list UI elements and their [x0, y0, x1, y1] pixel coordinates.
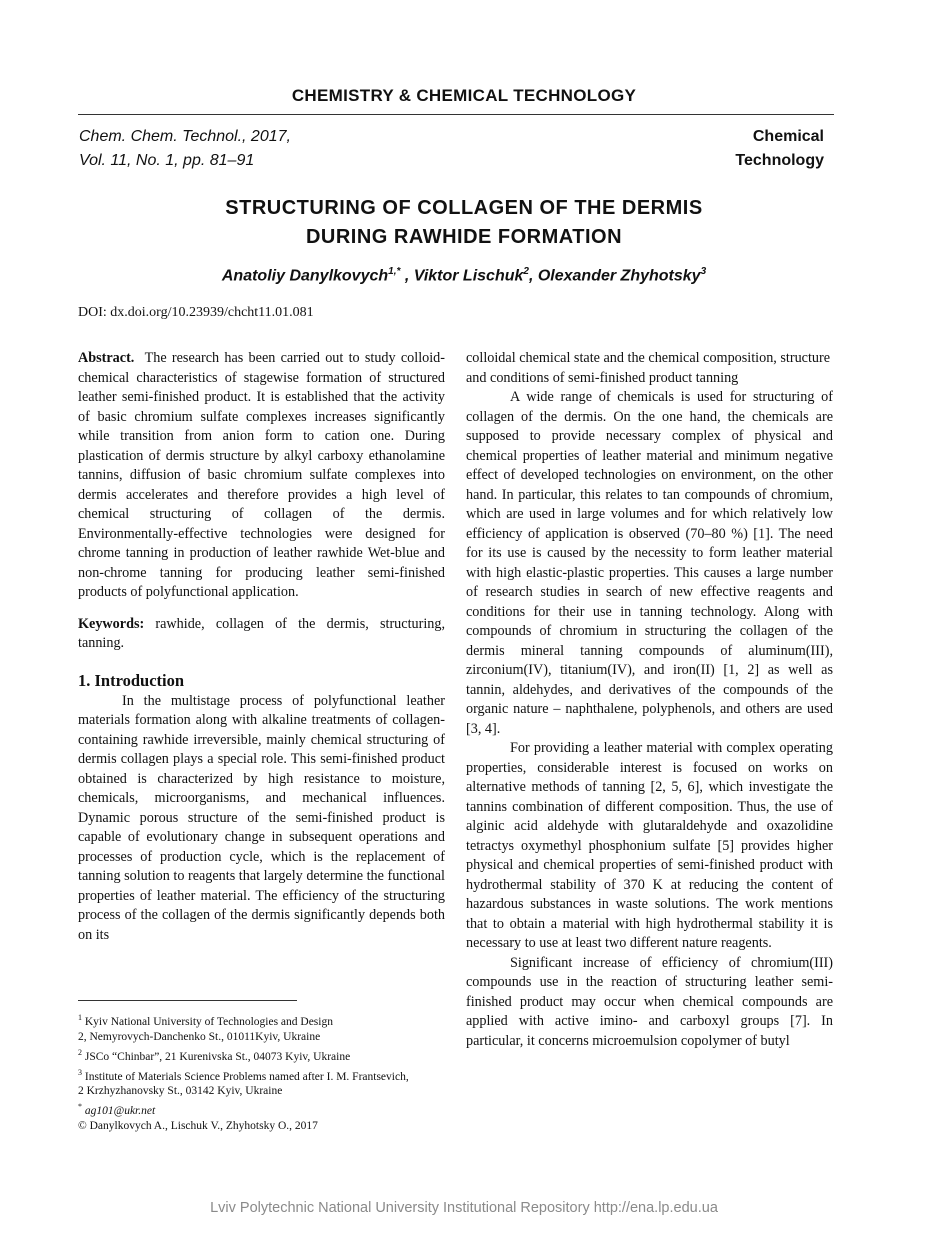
- footnote-mark: *: [78, 1102, 82, 1112]
- article-title: [0, 194, 928, 252]
- article-title-line-2: DURING RAWHIDE FORMATION: [305, 226, 623, 248]
- footnote-line: [78, 1065, 478, 1085]
- footnote-text: Kyiv National University of Technologies and Design: [84, 1015, 333, 1028]
- author-name: Olexander Zhyhotsky: [537, 267, 701, 285]
- intro-paragraph: In the multistage process of polyfunctional leather materials formation along with alkaline treatments of collagen-containing rawhide irreversible, mainly chemical structuring of dermis collagen plays a special role. This semi-finished product obtained is characterized by high resistance to moisture, chemicals, microorganisms, and mechanical influences. Dynamic porous structure of the semi-finished product is capable of evolutionary change in subsequent operations and processes of production cycle, which is the replacement of tanning solution to reagents that largely determine the functional properties of leather material. The efficiency of the structuring process of the collagen of the dermis significantly depends both on its: [78, 692, 445, 943]
- left-column: [78, 349, 445, 945]
- corresponding-email[interactable]: ag101@ukr.net: [84, 1105, 156, 1118]
- footnote-line: [78, 1119, 478, 1134]
- footnote-text: Institute of Materials Science Problems named after I. M. Frantsevich,: [84, 1070, 409, 1083]
- author-name: Anatoliy Danylkovych: [221, 267, 389, 285]
- keywords-label: Keywords:: [78, 615, 145, 632]
- footnotes: [78, 1010, 478, 1134]
- author-name: Viktor Lischuk: [413, 267, 524, 285]
- footnote-mark: 2: [78, 1047, 82, 1057]
- header-divider: [78, 114, 834, 115]
- footnote-line: [78, 1010, 478, 1030]
- journal-header: CHEMISTRY & CHEMICAL TECHNOLOGY: [291, 86, 637, 105]
- author-separator: ,: [528, 267, 538, 285]
- author-affiliation-mark: 3: [700, 266, 707, 277]
- footnote-divider: [78, 1000, 297, 1001]
- body-paragraph: For providing a leather material with complex operating properties, considerable interest is focused on works on alternative methods of tanning [2, 5, 6], which investigate the tannins combination of different composition. Thus, the use of alginic acid aldehyde with glutaraldehyde and oxazolidine tetractys oxymethyl phosphonium sulfate [5] provides higher physical and chemical properties of semi-finished product with hydrothermal stability of 370 K at reducing the content of hazardous substances in waste solutions. The work mentions that to obtain a material with high hydrothermal stability it is necessary to use at least two different nature reagents.: [466, 740, 833, 951]
- author-affiliation-mark: 1,*: [388, 266, 401, 277]
- keywords-text: rawhide, collagen of the dermis, structuring, tanning.: [78, 615, 446, 651]
- continuation-paragraph: colloidal chemical state and the chemical composition, structure and conditions of semi-finished product tanning: [466, 350, 831, 386]
- doi-link[interactable]: DOI: dx.doi.org/10.23939/chcht11.01.081: [78, 305, 314, 320]
- citation-line-2: Vol. 11, No. 1, pp. 81–91: [79, 152, 255, 169]
- article-title-line-1: STRUCTURING OF COLLAGEN OF THE DERMIS: [225, 197, 703, 219]
- keywords-paragraph: [78, 615, 445, 654]
- section-label-line-1: Chemical: [752, 128, 824, 145]
- repository-footer: Lviv Polytechnic National University Institutional Repository http://ena.lp.edu.ua: [210, 1200, 718, 1216]
- footnote-text: JSCo “Chinbar”, 21 Kurenivska St., 04073 Kyiv, Ukraine: [84, 1050, 351, 1063]
- footnote-mark: 1: [78, 1013, 82, 1022]
- citation-line-1: Chem. Chem. Technol., 2017,: [79, 128, 291, 145]
- abstract-text: The research has been carried out to study colloid-chemical characteristics of stagewise formation of structured leather semi-finished product. It is established that the activity of basic chromium sulfate complexes increases significantly while transition from anion form to cation one. During plastication of dermis structure by alkyl carboxy ethanolamine tannins, diffusion of basic chromium sulfate complexes into dermis accelerates and therefore provides a high level of chemical structuring of collagen of the dermis. Environmentally-effective technologies were designed for chrome tanning in production of leather rawhide Wet-blue and non-chrome tanning for producing leather semi-finished products of polyfunctional application.: [78, 350, 445, 600]
- footnote-line: [78, 1030, 478, 1045]
- section-label-line-2: Technology: [735, 152, 824, 169]
- citation-block: [79, 125, 291, 173]
- footnote-line: [78, 1084, 478, 1099]
- section-label: [735, 125, 824, 173]
- abstract-paragraph: [78, 349, 445, 603]
- footnote-mark: 3: [78, 1067, 82, 1077]
- author-list: [0, 266, 928, 285]
- footnote-line: [78, 1099, 478, 1119]
- section-heading-introduction: 1. Introduction: [78, 670, 185, 690]
- body-paragraph: Significant increase of efficiency of chromium(III) compounds use in the reaction of structuring leather semi-finished product may occur when chemical compounds are applied with active imino- and carboxyl groups [7]. In particular, it concerns microemulsion copolymer of butyl: [466, 954, 833, 1049]
- body-paragraph: A wide range of chemicals is used for structuring of collagen of the dermis. On the one hand, the chemicals are supposed to provide necessary complex of physical and chemical properties of leather material and minimum negative effect of developed technologies on environment, on the other hand. In particular, this relates to tan compounds of chromium, which are used in large volumes and for which relatively low efficiency of application is observed (70–80 %) [1]. The need for its use is caused by the necessity to form leather material with high elastic-plastic properties. This causes a large number of research studies in search of new effective reagents and conditions for their use in tanning technology. Along with compounds of chromium in structuring the collagen of the dermis mineral tanning compounds of aluminum(III), zirconium(IV), titanium(IV), and iron(II) [1, 2] as well as tannin, aldehydes, and derivatives of the compounds of the organic nature – naphthalene, polyphenols, and others are used [3, 4].: [466, 389, 833, 737]
- author-affiliation-mark: 2: [523, 266, 529, 277]
- copyright-notice: © Danylkovych A., Lischuk V., Zhyhotsky O., 2017: [78, 1120, 318, 1133]
- footnote-line: [78, 1045, 478, 1065]
- right-column: [466, 349, 833, 1051]
- footnote-text: 2, Nemyrovych-Danchenko St., 01011Kyiv, Ukraine: [78, 1030, 321, 1043]
- footnote-text: 2 Krzhyzhanovsky St., 03142 Kyiv, Ukraine: [78, 1085, 283, 1098]
- author-separator: ,: [400, 267, 414, 285]
- abstract-label: Abstract.: [78, 350, 135, 366]
